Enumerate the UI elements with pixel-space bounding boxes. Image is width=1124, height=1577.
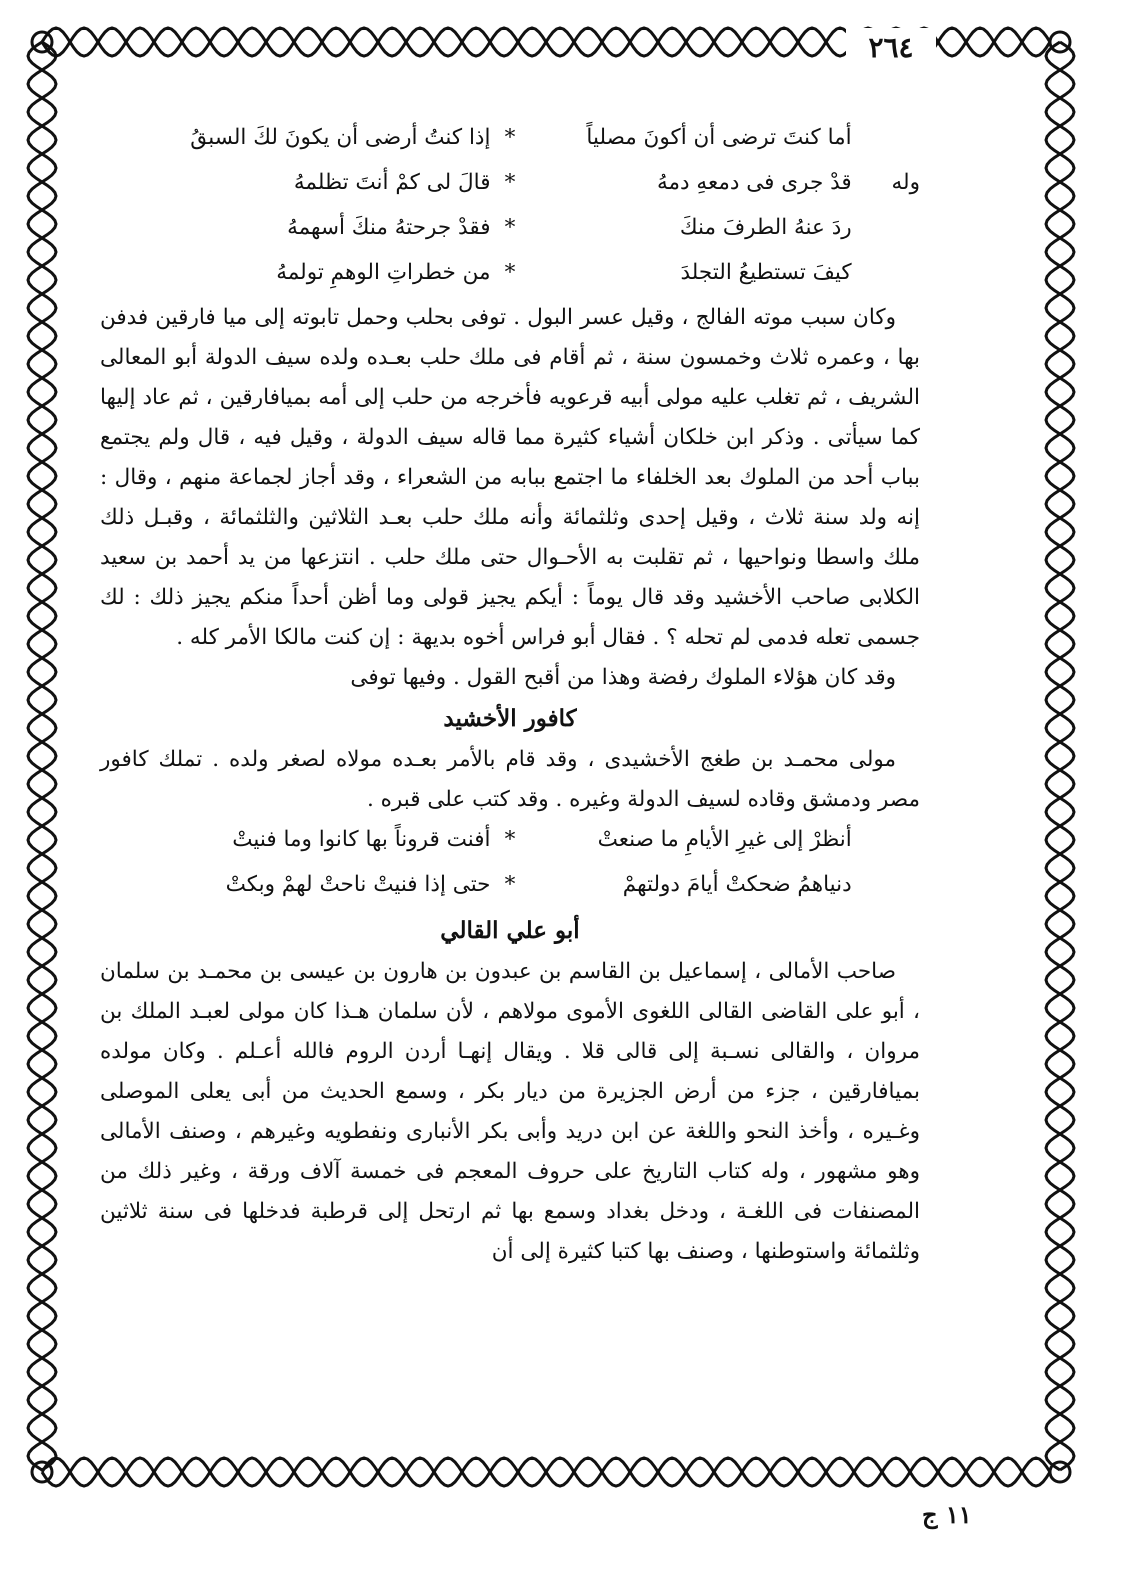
verse-line — [100, 208, 920, 253]
border-rope-strand — [28, 42, 56, 1470]
paragraph-text: وقد كان هؤلاء الملوك رفضة وهذا من أقبح القول . وفيها توفى — [350, 665, 896, 690]
verse-separator: * — [504, 170, 516, 195]
border-rope-strand — [28, 42, 56, 1470]
section-heading: أبو علي القالي — [440, 917, 580, 944]
signature-mark: ١١ ج — [922, 1500, 972, 1529]
verse-separator: * — [504, 872, 516, 897]
verse-first-hemistich: ردَ عنهُ الطرفَ منكَ — [679, 215, 852, 240]
paragraph-text: وكان سبب موته الفالج ، وقيل عسر البول . توفى بحلب وحمل تابوته إلى ميا فارقين فدفن بها ، وعمره ثلاث وخمسون سنة ، ثم أقام فى ملك حلب بعـده ولده سيف الدولة أبو المعالى الشريف ، ثم تغلب عليه مولى أبيه قرعويه فأخرجه من حلب إلى أمه بميافارقين ، ثم عاد إليها كما سيأتى . وذكر ابن خلكان أشياء كثيرة مما قاله سيف الدولة ، وقيل فيه ، قال ولم يجتمع بباب أحد من الملوك بعد الخلفاء ما اجتمع ببابه من الشعراء ، وقد أجاز لجماعة منهم ، وقال : إنه ولد سنة ثلاث ، وقيل إحدى وثلثمائة وأنه ملك حلب بعـد الثلاثين والثلثمائة ، وقبـل ذلك ملك واسطا ونواحيها ، ثم تقلبت به الأحـوال حتى ملك حلب . انتزعها من يد أحمد بن سعيد الكلابى صاحب الأخشيد وقد قال يوماً : أيكم يجيز قولى وما أظن أحداً منكم يجيز ذلك : لك جسمى تعله فدمى لم تحله ؟ . فقال أبو فراس أخوه بديهة : إن كنت مالكا الأمر كله . — [100, 305, 920, 650]
verse-line — [100, 820, 920, 865]
verse-line — [100, 118, 920, 163]
verse-line — [100, 253, 920, 298]
page-body — [100, 118, 920, 1272]
verse-second-hemistich: أفنت قروناً بها كانوا وما فنيتْ — [232, 827, 491, 852]
paragraph — [100, 298, 920, 658]
verse-line — [100, 163, 920, 208]
verse-separator: * — [504, 215, 516, 240]
verse-line — [100, 865, 920, 910]
paragraph — [100, 658, 920, 698]
border-rope-strand — [42, 1458, 1050, 1486]
section-heading: كافور الأخشيد — [443, 705, 577, 732]
paragraph — [100, 952, 920, 1272]
verse-separator: * — [504, 827, 516, 852]
verse-first-hemistich: أنظرْ إلى غيرِ الأيامِ ما صنعتْ — [597, 827, 852, 852]
verse-second-hemistich: قالَ لى كمْ أنتَ تظلمهُ — [293, 170, 491, 195]
verse-first-hemistich: أما كنتَ ترضى أن أكونَ مصلياً — [586, 125, 852, 150]
verse-first-hemistich: كيفَ تستطيعُ التجلدَ — [680, 260, 852, 285]
paragraph — [100, 740, 920, 820]
border-rope-strand — [1046, 42, 1074, 1470]
verse-separator: * — [504, 125, 516, 150]
verse-first-hemistich: قدْ جرى فى دمعهِ دمهُ — [656, 170, 852, 195]
verse-second-hemistich: إذا كنتُ أرضى أن يكونَ لكَ السبقُ — [190, 125, 491, 150]
border-rope-strand — [1046, 42, 1074, 1470]
verse-prefix: وله — [891, 170, 920, 195]
verse-first-hemistich: دنياهمُ ضحكتْ أيامَ دولتهمْ — [622, 872, 852, 897]
verse-second-hemistich: من خطراتِ الوهمِ تولمهُ — [276, 260, 491, 285]
verse-second-hemistich: فقدْ جرحتهُ منكَ أسهمهُ — [287, 215, 491, 240]
paragraph-text: مولى محمـد بن طغج الأخشيدى ، وقد قام بالأمر بعـده مولاه لصغر ولده . تملك كافور مصر ودمشق وقاده لسيف الدولة وغيره . وقد كتب على قبره . — [100, 747, 920, 812]
paragraph-text: صاحب الأمالى ، إسماعيل بن القاسم بن عبدون بن هارون بن عيسى بن محمـد بن سلمان ، أبو على القاضى القالى اللغوى الأموى مولاهم ، لأن سلمان هـذا كان مولى لعبـد الملك بن مروان ، والقالى نسـبة إلى قالى قلا . ويقال إنهـا أردن الروم فالله أعـلم . وكان مولده بميافارقين ، جزء من أرض الجزيرة من ديار بكر ، وسمع الحديث من أبى يعلى الموصلى وغـيره ، وأخذ النحو واللغة عن ابن دريد وأبى بكر الأنبارى ونفطويه وغيرهم ، وصنف الأمالى وهو مشهور ، وله كتاب التاريخ على حروف المعجم فى خمسة آلاف ورقة ، وغير ذلك من المصنفات فى اللغـة ، ودخل بغداد وسمع بها ثم ارتحل إلى قرطبة فدخلها فى سنة ثلاثين وثلثمائة واستوطنها ، وصنف بها كتبا كثيرة إلى أن — [100, 959, 920, 1264]
verse-second-hemistich: حتى إذا فنيتْ ناحتْ لهمْ وبكتْ — [225, 872, 491, 897]
border-corner-knot — [1050, 1462, 1070, 1482]
page-number: ٢٦٤ — [846, 28, 936, 68]
verse-separator: * — [504, 260, 516, 285]
